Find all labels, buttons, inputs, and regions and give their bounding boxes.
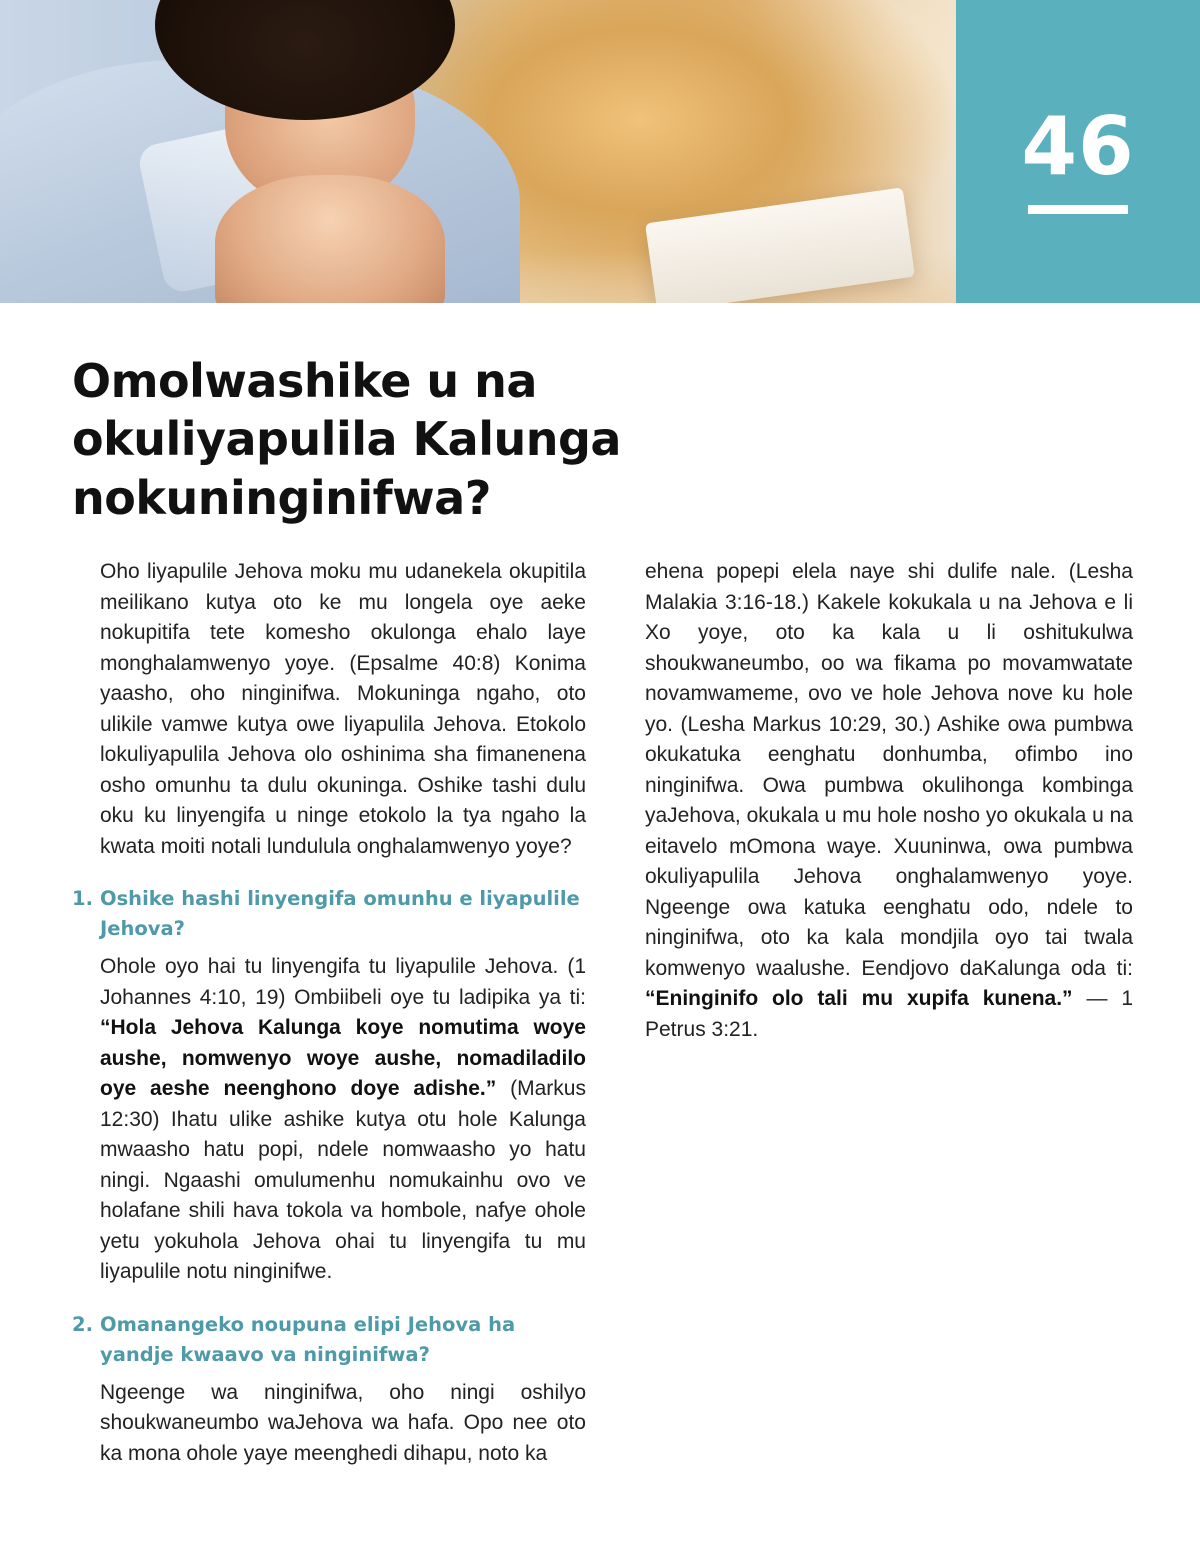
question-text: Omanangeko noupuna elipi Jehova ha yandje kwaavo va ninginifwa? [100, 1312, 516, 1366]
intro-paragraph: Oho liyapulile Jehova moku mu udanekela okupitila meilikano kutya oto ke mu longela oye aeke nokupitifa tete komesho okulonga ehalo laye monghalamwenyo yoye. (Epsalme 40:8) Konima yaasho, oho ninginifwa. Mokuninga ngaho, oto ulikile vamwe kutya owe liyapulila Jehova. Etokolo lokuliyapulila Jehova olo oshinima sha fimanenena osho omunhu ta dulu okuninga. Oshike tashi dulu oku ku linyengifa u ninge etokolo la tya ngaho la kwata moiti notali lundulula onghalamwenyo yoye? [100, 560, 586, 858]
answer-text: ehena popepi elela naye shi dulife nale. (Lesha Malakia 3:16-18.) Kakele kokukala u na Jehova e li Xo yoye, oto ka kala u li oshitukulwa shoukwaneumbo, oo wa fikama po movamwatate novamwameme, ovo ve hole Jehova nove ku hole yo. (Lesha Markus 10:29, 30.) Ashike owa pumbwa okukatuka eenghatu donhumba, ofimbo ino ninginifwa. Owa pumbwa okulihonga kombinga yaJehova, okukala u mu hole nosho yo okukala u na eitavelo mOmona waye. Xuuninwa, owa pumbwa okuliyapulila Jehova onghalamwenyo yoye. Ngeenge owa katuka eenghatu odo, ndele to ninginifwa, oto ka kala mondjila oyo tai twala komwenyo waalushe. Eendjovo daKalunga oda ti: [645, 560, 1133, 980]
photo-praying-hands [215, 175, 445, 303]
answer-text: Ngeenge wa ninginifwa, oho ningi oshilyo shoukwaneumbo waJehova wa hafa. Opo nee oto ka mona ohole yaye meenghedi dihapu, noto ka [100, 1380, 586, 1465]
left-column [72, 557, 586, 1469]
question-text: Oshike hashi linyengifa omunhu e liyapulile Jehova? [100, 887, 580, 940]
question-number: 2. [72, 1312, 93, 1336]
lesson-number-tab [956, 0, 1200, 303]
right-column [645, 557, 1133, 1045]
answer-text: Ohole oyo hai tu linyengifa tu liyapulile Jehova. (1 Johannes 4:10, 19) Ombiibeli oye tu ladipika ya ti: [100, 955, 586, 1009]
question-2 [72, 1310, 586, 1370]
lesson-number: 46 [1021, 100, 1135, 193]
lesson-number-underline [1028, 205, 1128, 214]
scripture-reference: — 1 Petrus 3:21. [645, 987, 1133, 1041]
answer-text: (Markus 12:30) Ihatu ulike ashike kutya otu hole Kalunga mwaasho hatu popi, ndele nomwaasho yo hatu ningi. Ngaashi omulumenhu nomukainhu ovo ve holafane shili hava tokola va hombole, nafye ohole yetu yokuhola Jehova ohai tu linyengifa tu mu liyapulile notu ninginifwe. [100, 1077, 586, 1283]
page-title: Omolwashike u na okuliyapulila Kalunga nokuninginifwa? [72, 354, 621, 525]
scripture-quote: “Eninginifo olo tali mu xupifa kunena.” [645, 987, 1073, 1010]
hero-photo [0, 0, 956, 303]
question-1 [72, 884, 586, 944]
answer-2-paragraph-part-2 [645, 557, 1133, 1045]
answer-2-paragraph-part-1 [100, 1378, 586, 1470]
answer-1-paragraph [100, 952, 586, 1288]
question-number: 1. [72, 887, 93, 910]
scripture-quote: “Hola Jehova Kalunga koye nomutima woye aushe, nomwenyo woye aushe, nomadiladilo oye aeshe neenghono doye adishe.” [100, 1016, 586, 1100]
